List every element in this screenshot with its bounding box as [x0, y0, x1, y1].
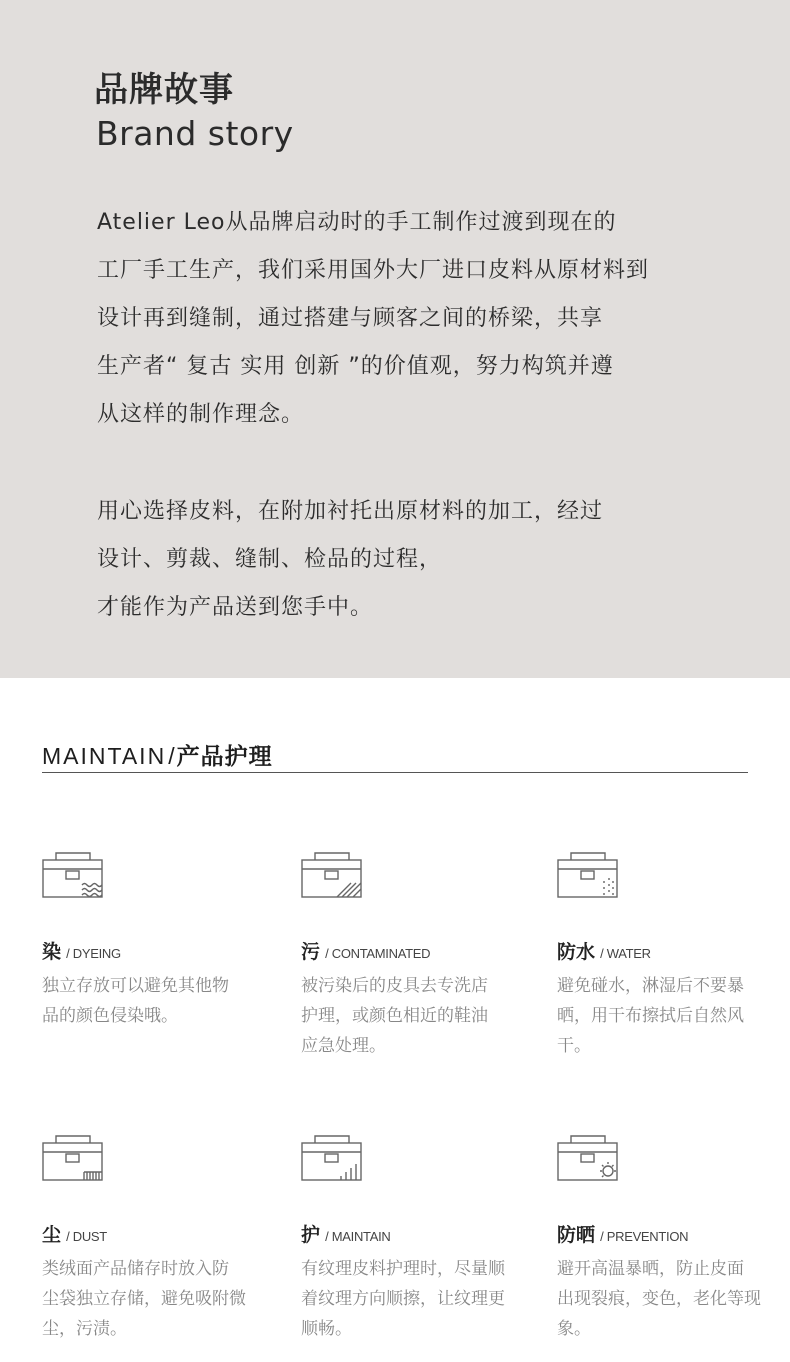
maintain-heading-cn: 产品护理 — [176, 744, 273, 770]
desc-line: 出现裂痕，变色，老化等现 — [557, 1289, 761, 1309]
care-title-en: / PREVENTION — [600, 1229, 689, 1244]
care-title-cn: 污 — [301, 941, 321, 963]
maintain-heading — [42, 738, 748, 773]
desc-line: 着纹理方向顺擦，让纹理更 — [301, 1289, 505, 1309]
care-title-cn: 染 — [42, 941, 62, 963]
desc-line: 应急处理。 — [301, 1036, 386, 1056]
desc-line: 尘，污渍。 — [42, 1319, 127, 1339]
paragraph-line: Atelier Leo从品牌启动时的手工制作过渡到现在的 — [97, 210, 617, 235]
bag-waves-icon — [42, 851, 257, 899]
paragraph-line: 生产者“ 复古 实用 创新 ”的价值观，努力构筑并遵 — [97, 354, 614, 379]
care-description — [42, 1254, 257, 1344]
maintain-heading-en: MAINTAIN — [42, 743, 167, 769]
bag-water-icon — [557, 851, 772, 899]
desc-line: 类绒面产品储存时放入防 — [42, 1259, 229, 1279]
paragraph-line: 用心选择皮料，在附加衬托出原材料的加工，经过 — [97, 499, 604, 524]
care-item-dyeing — [42, 851, 257, 1026]
care-title-en: / MAINTAIN — [325, 1229, 391, 1244]
care-item-water — [557, 851, 772, 1056]
brand-title-cn: 品牌故事 — [94, 70, 234, 110]
care-title — [301, 1220, 390, 1247]
care-title — [557, 1220, 688, 1247]
care-title — [42, 1220, 107, 1247]
desc-line: 避开高温暴晒，防止皮面 — [557, 1259, 744, 1279]
desc-line: 象。 — [557, 1319, 591, 1339]
paragraph-line: 工厂手工生产，我们采用国外大厂进口皮料从原材料到 — [97, 258, 650, 283]
paragraph-line: 从这样的制作理念。 — [97, 402, 305, 427]
desc-line: 顺畅。 — [301, 1319, 352, 1339]
care-title — [301, 937, 430, 964]
desc-line: 尘袋独立存储，避免吸附微 — [42, 1289, 246, 1309]
maintain-heading-separator: / — [168, 743, 175, 769]
bag-sun-icon — [557, 1134, 772, 1182]
care-title-cn: 护 — [301, 1224, 321, 1246]
desc-line: 独立存放可以避免其他物 — [42, 976, 229, 996]
paragraph-line: 设计、剪裁、缝制、检品的过程， — [97, 547, 443, 572]
care-title-en: / WATER — [600, 946, 651, 961]
care-title-en: / DYEING — [66, 946, 121, 961]
care-title-en: / CONTAMINATED — [325, 946, 431, 961]
brand-paragraph-1 — [97, 199, 649, 439]
bag-stain-icon — [301, 851, 516, 899]
care-title-en: / DUST — [66, 1229, 107, 1244]
desc-line: 护理，或颜色相近的鞋油 — [301, 1006, 488, 1026]
care-item-maintain — [301, 1134, 516, 1339]
care-description — [301, 1254, 516, 1344]
care-item-prevention — [557, 1134, 772, 1339]
brand-story-section — [0, 0, 790, 678]
brand-paragraph-2 — [97, 488, 603, 632]
care-title — [557, 937, 651, 964]
care-description — [42, 971, 257, 1031]
care-title-cn: 防水 — [557, 941, 596, 963]
care-item-dust — [42, 1134, 257, 1339]
care-item-contaminated — [301, 851, 516, 1056]
bag-care-icon — [301, 1134, 516, 1182]
paragraph-line: 才能作为产品送到您手中。 — [97, 595, 374, 620]
care-title — [42, 937, 121, 964]
care-description — [301, 971, 516, 1061]
care-title-cn: 防晒 — [557, 1224, 596, 1246]
desc-line: 晒，用干布擦拭后自然风 — [557, 1006, 744, 1026]
paragraph-line: 设计再到缝制，通过搭建与顾客之间的桥梁，共享 — [97, 306, 604, 331]
care-description — [557, 971, 772, 1061]
desc-line: 避免碰水，淋湿后不要暴 — [557, 976, 744, 996]
desc-line: 品的颜色侵染哦。 — [42, 1006, 178, 1026]
care-description — [557, 1254, 772, 1344]
desc-line: 被污染后的皮具去专洗店 — [301, 976, 488, 996]
desc-line: 干。 — [557, 1036, 591, 1056]
desc-line: 有纹理皮料护理时，尽量顺 — [301, 1259, 505, 1279]
brand-title-en: Brand story — [96, 114, 294, 153]
bag-dust-icon — [42, 1134, 257, 1182]
care-title-cn: 尘 — [42, 1224, 62, 1246]
